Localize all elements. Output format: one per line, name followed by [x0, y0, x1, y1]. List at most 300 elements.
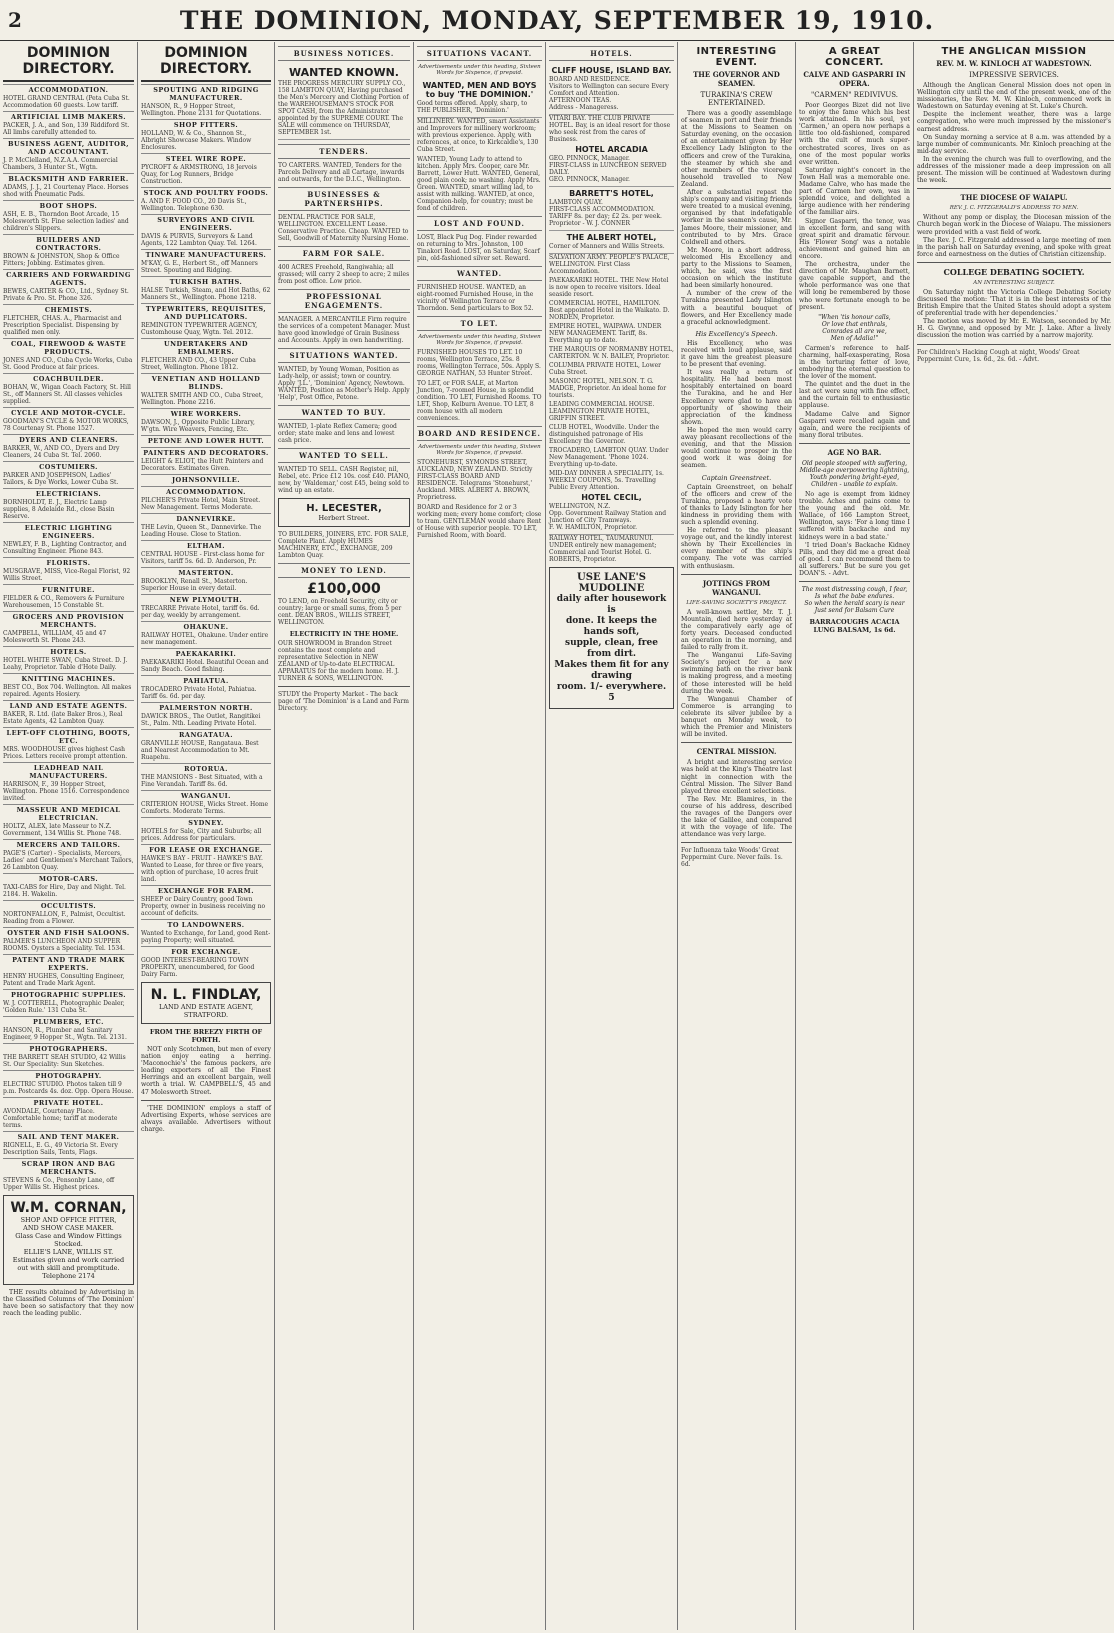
directory-category: TYPEWRITERS, REQUISITES, AND DUPLICATORS. [141, 303, 271, 321]
section-heading: HOTELS. [549, 46, 674, 61]
directory-category: PLUMBERS, ETC. [3, 1016, 134, 1026]
divider [917, 344, 1111, 345]
directory-category: SURVEYORS AND CIVIL ENGINEERS. [141, 214, 271, 232]
directory-entry: SHEEP or Dairy Country, good Town Property, owner in business receiving no account of deficits. [141, 896, 266, 917]
balsam-poem [799, 586, 910, 614]
wanted-text: FURNISHED HOUSE. WANTED, an eight-roomed Furnished House, in the vicinity of Wellington Terrace or Thorndon. Send particulars to Box 52. [417, 284, 534, 312]
directory-category: BUILDERS AND CONTRACTORS. [3, 234, 134, 252]
directory-category: BUSINESS AGENT, AUDITOR, AND ACCOUNTANT. [3, 138, 134, 156]
article-paragraph: There was a goodly assemblage of seamen in port and their friends at the Missions to Seamen on Saturday evening, on the occasion of an entertainment given by Her Excellency Lady Islington to the officers and crew of the Turakina, the steamer by which she and other members of the viceregal household travelled to New Zealand. [681, 110, 792, 188]
directory-entry: RIGNELL, E. G., 49 Victoria St. Every Description Sails, Tents, Flags. [3, 1142, 118, 1156]
masonic-text: MASONIC HOTEL, NELSON. T. G. MADGE, Proprietor. An ideal home for tourists. [549, 378, 667, 399]
article-paragraph: No age is exempt from kidney trouble. Aches and pains come to the young and the old. Mr. Wallace, of 166 Lampton Street, Wellington, says: 'For a long time I suffered with backache and my kidneys were in a bad state.' [799, 490, 910, 541]
directory-category: ROTORUA. [141, 763, 271, 773]
directory-entry: PAGE'S (Carter) - Specialists, Mercers, Ladies' and Gentlemen's Merchant Tailors, 26 Lambton Quay. [3, 850, 134, 871]
directory-entry: BARKER, W., AND CO., Dyers and Dry Cleaners, 24 Cuba St. Tel. 2060. [3, 445, 120, 459]
cecil-ad [549, 491, 674, 535]
article-headline: THE DIOCESE OF WAIAPU. [960, 193, 1068, 203]
directory-category: COACHBUILDER. [3, 373, 134, 383]
ad-text: Good terms offered. Apply, sharp, to THE PUBLISHER, 'Dominion.' [417, 100, 528, 114]
directory-list [141, 84, 271, 978]
directory-entry: MUSGRAVE, MISS, Vice-Regal Florist, 92 Willis Street. [3, 568, 131, 582]
article-headline: JOTTINGS FROM WANGANUI. [702, 578, 771, 597]
article-paragraph: 'I tried Doan's Backache Kidney Pills, and they did me a great deal of good. I can recommend them to all sufferers.' But be sure you get DOAN'S. - Advt. [799, 541, 910, 577]
column-business [275, 42, 414, 1630]
directory-entry: HOLTZ, ALEX, late Masseur to N.Z. Government, 134 Willis St. Phone 748. [3, 823, 122, 837]
sell-text: WANTED TO SELL. CASH Register, nil, Rebel, etc. Price £12 10s. cost £40. PIANO, new, by 'Waldemar,' cost £45, being sold to wind up an estate. [278, 466, 410, 494]
directory-category: SCRAP IRON AND BAG MERCHANTS. [3, 1158, 134, 1176]
directory-category: PHOTOGRAPHERS. [3, 1043, 134, 1053]
vitari-text: VITARI BAY. THE CLUB PRIVATE HOTEL. Bay, is an ideal resort for those who seek rest from the cares of Business. [549, 115, 671, 143]
article-paragraph: Captain Greenstreet, on behalf of the officers and crew of the Turakina, proposed a hearty vote of thanks to Lady Islington for her kindness in providing them with such a splendid evening. [681, 483, 792, 526]
ad-title: WANTED, MEN AND BOYS to buy 'THE DOMINION.' [422, 81, 537, 99]
divider [681, 842, 792, 843]
directory-entry: BEST CO., Box 704. Wellington. All makes repaired. Agents Hosiery. [3, 684, 132, 698]
directory-category: DANNEVIRKE. [141, 513, 271, 523]
directory-category: ACCOMMODATION. [141, 486, 271, 496]
lecester-ad [278, 498, 410, 527]
directory-category: STEEL WIRE ROPE. [141, 153, 271, 163]
directory-category: BOOT SHOPS. [3, 200, 134, 210]
ad-line: FIRST-CLASS ACCOMMODATION. [549, 206, 655, 213]
directory-category: SPOUTING AND RIDGING MANUFACTURER. [141, 84, 271, 102]
article-paragraph: The Wanganui Life-Saving Society's project for a new swimming bath on the river bank is making progress, and a meeting of those interested will be held during the week. [681, 652, 792, 695]
divider [917, 188, 1111, 189]
directory-entry: GOODMAN'S CYCLE & MOTOR WORKS, 78 Courtenay St. Phone 1527. [3, 418, 129, 432]
directory-entry: ASH, E. B., Thorndon Boot Arcade, 15 Molesworth St. Fine selection ladies' and children's Slippers. [3, 211, 129, 232]
directory-category: RANGATAUA. [141, 729, 271, 739]
article-paragraph: Without any pomp or display, the Diocesan mission of the Church began work in the Diocese of Waiapu. The missioners were provided with a vast field of work. [917, 214, 1111, 236]
column-hotels [546, 42, 678, 1630]
board-text: BOARD and Residence for 2 or 3 working men; every home comfort; close to tram. GENTLEMAN would share Rent of House with superior people. TO LET, Furnished Room, with board. [417, 504, 542, 539]
cornan-ad [3, 1195, 134, 1285]
columbia-text: COLUMBIA PRIVATE HOTEL, Lower Cuba Street. [549, 362, 662, 376]
directory-entry: GOOD INTEREST-BEARING TOWN PROPERTY, unencumbered, for Good Dairy Farm. [141, 957, 255, 978]
business-text: DENTAL PRACTICE FOR SALE, WELLINGTON. EXCELLENT Lease. Conservative Practice. Cheap. WANTED to Sell, Goodwill of Maternity Nursing Home. [278, 214, 409, 242]
ad-line: F. W. HAMILTON, Proprietor. [549, 524, 637, 531]
dominion-boys-ad [417, 79, 542, 118]
divider [799, 443, 910, 444]
directory-category: WIRE WORKERS. [141, 408, 271, 418]
divider [278, 686, 410, 687]
directory-entry: NORTONFALLON, F., Palmist, Occultist. Reading from a Flower. [3, 911, 126, 925]
directory-entry: LEIGHT & ELIOT, the Hutt Painters and Decorators. Estimates Given. [141, 458, 264, 472]
article-paragraph: Despite the inclement weather, there was a large congregation, who were much impressed by the missioner's earnest address. [917, 111, 1111, 133]
ad-line: WELLINGTON, N.Z. [549, 503, 611, 510]
masthead [0, 0, 1114, 41]
directory-category: ARTIFICIAL LIMB MAKERS. [3, 111, 134, 121]
column-anglican-mission [914, 42, 1114, 1630]
ad-title: THE ALBERT HOTEL, [566, 233, 657, 242]
article-headline: COLLEGE DEBATING SOCIETY. [943, 266, 1085, 277]
directory-entry: W. J. COTTERELL, Photographic Dealer, 'Golden Rule.' 131 Cuba St. [3, 1000, 125, 1014]
mudoline-ad [549, 567, 674, 709]
section-subheading: Advertisements under this heading, Sixteen Words for Sixpence, if prepaid. [418, 64, 541, 76]
directory-category: PETONE AND LOWER HUTT. [141, 435, 271, 445]
directory-category: PAEKAKARIKI. [141, 648, 271, 658]
divider [141, 1100, 271, 1101]
article-subheadline: IMPRESSIVE SERVICES. [969, 71, 1059, 79]
directory-entry: HAWKE'S BAY - FRUIT - HAWKE'S BAY. Wanted to Lease, for three or five years, with option of purchase, 10 acres fruit land. [141, 855, 264, 883]
poem-line: Youth pondering bright-eyed, [809, 473, 900, 481]
directory-category: PATENT AND TRADE MARK EXPERTS. [3, 954, 134, 972]
directory-category: LEFT-OFF CLOTHING, BOOTS, ETC. [3, 727, 134, 745]
article-subheadline: TURAKINA'S CREW ENTERTAINED. [700, 91, 773, 107]
firth-text: NOT only Scotchmen, but men of every nation enjoy eating a herring. 'Maconochie's' the famous packers, are leading exporters of all the Finest Herrings and an excellent bargain, well worth a trial. W. CAMPBELL'S, 45 and 47 Molesworth Street. [141, 1046, 271, 1096]
section-heading: WANTED TO BUY. [278, 405, 410, 420]
directory-entry: FLETCHER AND CO., 43 Upper Cuba Street, Wellington. Phone 1812. [141, 357, 256, 371]
directory-category: PHOTOGRAPHIC SUPPLIES. [3, 989, 134, 999]
directory-entry: BEWES, CARTER & CO., Ltd., Sydney St. Private & Pro. St. Phone 326. [3, 288, 129, 302]
article-subheading: His Excellency's Speech. [695, 329, 778, 338]
column-situations [414, 42, 546, 1630]
professional-text: MANAGER. A MERCANTILE Firm require the services of a competent Manager. Must have good knowledge of Grain Business and Accounts. Apply in own handwriting. [278, 316, 410, 344]
directory-entry: REMINGTON TYPEWRITER AGENCY, Customhouse Quay, Wgtn. Tel. 2012. [141, 322, 258, 336]
article-paragraph: Although the Anglican General Mission does not open in Wellington city until the end of the present week, one of the missionaries, the Rev. M. W. Kinloch, commenced work in Wadestown on Saturday evening at St. Luke's Church. [917, 82, 1111, 111]
article-paragraph: The Wanganui Chamber of Commerce is arranging to celebrate its silver jubilee by a banquet on Monday week, to which the Premier and Ministers will be invited. [681, 695, 792, 739]
ad-line: Corner of Manners and Willis Streets. [549, 243, 665, 250]
directory-category: FURNITURE. [3, 584, 134, 594]
directory-entry: HOTEL WHITE SWAN, Cuba Street. D. J. Leahy, Proprietor. Table d'Hote Daily. [3, 657, 128, 671]
electricity-text: OUR SHOWROOM in Brandon Street contains the most complete and representative Selection in NEW ZEALAND of Up-to-date ELECTRICAL APPARATUS for the modern home. H. J. TURNER & SONS, WELLINGTON. [278, 640, 399, 682]
section-heading: SITUATIONS VACANT. [417, 46, 542, 61]
marquis-text: THE MARQUIS OF NORMANBY HOTEL, CARTERTON. W. N. BAILEY, Proprietor. [549, 346, 674, 360]
article-headline: AGE NO BAR. [827, 447, 882, 457]
mudoline-line: done. It keeps the hands soft, [566, 616, 657, 637]
directory-category: BLACKSMITH AND FARRIER. [3, 173, 134, 183]
section-heading: LOST AND FOUND. [417, 216, 542, 231]
empire-text: EMPIRE HOTEL, WAIPAWA. UNDER NEW MANAGEMENT. Tariff, 8s. Everything up to date. [549, 323, 662, 344]
article-paragraph: Saturday night's concert in the Town Hall was a memorable one. Madame Calve, who has made the part of Carmen her own, was in splendid voice, and delighted a large audience with her rendering of the familiar airs. [799, 166, 910, 217]
directory-category: MASSEUR AND MEDICAL ELECTRICIAN. [3, 804, 134, 822]
ad-line: Address - Manageress. [549, 104, 619, 111]
albert-ad [549, 231, 674, 254]
article-paragraph: On Saturday night the Victoria College Debating Society discussed the motion: 'That it is in the best interests of the British Empire that the United States should adopt a system of preferential trade with her dependencies.' [917, 288, 1111, 318]
directory-category: VENETIAN AND HOLLAND BLINDS. [141, 373, 271, 391]
directory-entry: THE BARRETT SEAH STUDIO, 42 Willis St. Our Speciality: Sun Sketches. [3, 1054, 126, 1068]
directory-entry: PARKER AND JOSEPHSON, Ladies' Tailors, & Dye Works, Lower Cuba St. [3, 472, 119, 486]
builders-text: TO BUILDERS, JOINERS, ETC. FOR SALE, Complete Plant. Apply HUMES MACHINERY, ETC., EXCHANGE, 209 Lambton Quay. [278, 531, 409, 559]
section-heading: WANTED TO SELL. [278, 448, 410, 463]
leading-text: LEADING COMMERCIAL HOUSE. LEAMINGTON PRIVATE HOTEL, GRIFFIN STREET. [549, 401, 655, 422]
column-directory-1 [0, 42, 138, 1630]
electricity-heading: ELECTRICITY IN THE HOME. [289, 630, 399, 638]
directory-category: JOHNSONVILLE. [141, 474, 271, 484]
article-paragraph: Signor Gasparri, the tenor, was in excellent form, and sang with great spirit and dramatic fervour. His 'Flower Song' was a notable achievement and gained him an encore. [799, 217, 910, 260]
directory-category: ELECTRICIANS. [3, 488, 134, 498]
ad-line: Opp. Government Railway Station and Junction of City Tramways. [549, 510, 667, 524]
directory-entry: TAXI-CABS for Hire, Day and Night. Tel. 2184. H. Wakelin. [3, 884, 126, 898]
directory-category: EXCHANGE FOR FARM. [141, 885, 271, 895]
directory-list [3, 84, 134, 1191]
article-subheadline: LIFE-SAVING SOCIETY'S PROJECT. [686, 599, 787, 606]
poem-line: Middle-age overpowering lightning, [799, 466, 910, 474]
cure-advert: For Influenza take Woods' Great Peppermint Cure. Never fails. 1s. 6d. [681, 847, 783, 869]
tenders-text: TO CARTERS. WANTED, Tenders for the Parcels Delivery and all Cartage, inwards and outwards, for the D.I.C., Wellington. [278, 162, 405, 183]
directory-entry: JONES AND CO., Cuba Cycle Works, Cuba St. Good Produce at fair prices. [3, 357, 133, 371]
directory-entry: DAWSON, J., Opposite Public Library, W'gtn. Wire Weavers, Fencing, Etc. [141, 419, 255, 433]
article-paragraph: In the evening the church was full to overflowing, and the addresses of the missioner made a deep impression on all present. The mission will be continued at Wadestown during the week. [917, 155, 1111, 185]
directory-category: STOCK AND POULTRY FOODS. [141, 187, 271, 197]
directory-category: KNITTING MACHINES. [3, 673, 134, 683]
directory-category: LEADHEAD NAIL MANUFACTURERS. [3, 762, 134, 780]
directory-entry: FIELDER & CO., Removers & Furniture Warehousemen, 15 Constable St. [3, 595, 125, 609]
lost-text: LOST, Black Pug Dog. Finder rewarded on returning to Mrs. Johnston, 100 Tinakori Road. LOST, on Saturday, Scarf pin, old-fashioned silver set. Reward. [417, 234, 540, 262]
article-paragraph: His Excellency, who was received with loud applause, said it gave him the greatest pleasure to be present that evening. [681, 339, 792, 369]
section-heading: WANTED. [417, 266, 542, 281]
directory-entry: BORNHOLDT, E. J., Electric Lamp supplies, 8 Adelaide Rd., close Basin Reserve. [3, 499, 115, 520]
page-number: 2 [8, 8, 22, 32]
wanted-known-ad [278, 64, 410, 140]
mudoline-title: USE LANE'S MUDOLINE [577, 572, 646, 594]
directory-entry: J. P. McClelland, N.Z.A.A. Commercial Chambers, 3 Hunter St., Wgtn. [3, 157, 118, 171]
column-interesting-event [678, 42, 796, 1630]
article-paragraph: After a substantial repast the ship's company and visiting friends were treated to a musical evening, organised by that indefatigable worker in the seamen's cause, Mr. James Moore, their missioner, and contributed to by Mrs. Grace Coldwell and others. [681, 189, 792, 246]
directory-category: CHEMISTS. [3, 304, 134, 314]
divider [681, 742, 792, 743]
section-heading: BUSINESS NOTICES. [278, 46, 410, 61]
directory-entry: THE Levin, Queen St., Dannevirke. The Leading House. Close to Station. [141, 524, 262, 538]
ad-text: THE PROGRESS MERCURY SUPPLY CO., 158 LAMBTON QUAY, Having purchased the Men's Mercery and Clothing Portion of the WAREHOUSEMAN'S STOCK FOR SPOT CASH, from the Administrator appointed by the SUPREME COURT. The SALE will commence on THURSDAY, SEPTEMBER 1st. [278, 80, 409, 136]
directory-entry: HOTEL GRAND CENTRAL (Peta Cuba St. Accommodation 60 guests. Low tariff. [3, 95, 130, 109]
directory-entry: WALTER SMITH AND CO., Cuba Street, Wellington. Phone 2216. [141, 392, 264, 406]
article-paragraph: The orchestra, under the direction of Mr. Maughan Barnett, gave capable support, and the whole performance was one that will long be remembered by those who were fortunate enough to be present. [799, 261, 910, 311]
directory-entry: Wanted to Exchange, for Land, good Rent-paying Property; well situated. [141, 930, 271, 944]
directory-entry: CENTRAL HOUSE - First-class home for Visitors, tariff 5s. 6d. D. Anderson, Pr. [141, 551, 265, 565]
poem-line: Children - unable to explain. [811, 480, 898, 488]
article-paragraph: Carmen's reference to half-charming, half-exasperating, Rosa in the torturing fetter of love, embodying the eternal question to the lover of the moment. [799, 344, 910, 381]
balsam-advert: BARRACOUGHS ACACIA LUNG BALSAM, 1s 6d. [809, 618, 900, 635]
advertising-note: THE results obtained by Advertising in the Classified Columns of 'The Dominion' have been so satisfactory that they now reach the leading public. [3, 1289, 134, 1318]
poem-line: Old people stooped with suffering, [801, 459, 908, 467]
mudoline-line: Makes them fit for any drawing [554, 660, 669, 681]
directory-category: COAL, FIREWOOD & WASTE PRODUCTS. [3, 338, 134, 356]
article-headline: A GREAT CONCERT. [825, 46, 884, 68]
cornan-line: SHOP AND OFFICE FITTER, [20, 1216, 117, 1224]
directory-entry: HENRY HUGHES, Consulting Engineer, Patent and Trade Mark Agent. [3, 973, 125, 987]
article-subheadline: "CARMEN" REDIVIVUS. [810, 91, 899, 99]
poem [799, 314, 910, 342]
directory-category: DYERS AND CLEANERS. [3, 434, 134, 444]
directory-entry: BAKER, R. Ltd. (late Baker Bros.), Real Estate Agents, 42 Lambton Quay. [3, 711, 123, 725]
section-subheading: Advertisements under this heading, Sixteen Words for Sixpence, if prepaid. [418, 444, 541, 456]
directory-category: CARRIERS AND FORWARDING AGENTS. [3, 269, 134, 287]
millinery-text: MILLINERY. WANTED, smart Assistants and Improvers for millinery workroom; with previous experience. Apply, with references, at once, to Kirkcaldie's, 130 Cuba Street. [417, 118, 540, 153]
cough-advert: For Children's Hacking Cough at night, Woods' Great Peppermint Cure, 1s. 6d., 2s. 6d. - Advt. [917, 348, 1080, 363]
ad-title: WANTED KNOWN. [289, 66, 399, 79]
directory-category: UNDERTAKERS AND EMBALMERS. [141, 338, 271, 356]
directory-category: MOTOR-CARS. [3, 873, 134, 883]
money-text: TO LEND, on Freehold Security, city or country; large or small sums, from 5 per cent. DEAN BROS., WILLIS STREET, WELLINGTON. [278, 598, 402, 626]
poem-line: Is what the babe endures. [814, 593, 895, 601]
poem-line: Just send for Balsam Cure [814, 607, 895, 615]
cliff-house-ad [549, 64, 674, 115]
directory-entry: MRS. WOODHOUSE gives highest Cash Prices. Letters receive prompt attention. [3, 746, 128, 760]
age-lines [799, 460, 910, 488]
divider [681, 574, 792, 575]
directory-category: TINWARE MANUFACTURERS. [141, 249, 271, 259]
directory-entry: CRITERION HOUSE, Wicks Street. Home Comforts. Moderate Terms. [141, 801, 269, 815]
directory-category: GROCERS AND PROVISION MERCHANTS. [3, 611, 134, 629]
directory-heading: DOMINION DIRECTORY. [3, 42, 134, 82]
ad-line: LAMBTON QUAY. [549, 199, 603, 206]
directory-entry: PALMER'S LUNCHEON AND SUPPER ROOMS. Oysters a Speciality. Tel. 1534. [3, 938, 125, 952]
directory-category: WANGANUI. [141, 790, 271, 800]
article-subheadline: AN INTERESTING SUBJECT. [973, 279, 1055, 286]
directory-category: FLORISTS. [3, 557, 134, 567]
directory-entry: THE MANSIONS - Best Situated, with a Fine Verandah. Tariff 8s. 6d. [141, 774, 263, 788]
farm-text: 400 ACRES Freehold, Rangiwahia; all grassed; will carry 2 sheep to acre; 2 miles from post office. Low price. [278, 264, 410, 285]
poem-line: Or love that enthrals, [821, 320, 888, 328]
section-heading: BOARD AND RESIDENCE. [417, 426, 542, 441]
article-paragraph: The Rev. Mr. Blamires, in the course of his address, described the ravages of the Dangers over the lake of Galilee, and compared it with the voyage of life. The attendance was very large. [681, 795, 792, 839]
article-subheadline: THE GOVERNOR AND SEAMEN. [693, 70, 780, 88]
let-text-2: TO LET, or FOR SALE, at Marton Junction, 7-roomed House, in splendid condition. TO LET, Furnished Rooms. TO LET, Shop, Kelburn Avenue. TO LET, 8 room house with all modern conveniences. [417, 380, 542, 422]
article-headline: THE ANGLICAN MISSION [941, 46, 1087, 57]
directory-entry: HALSE Turkish, Steam, and Hot Baths, 62 Manners St., Wellington. Phone 1218. [141, 287, 271, 301]
section-heading: TENDERS. [278, 144, 410, 159]
article-paragraph: He referred to the pleasant voyage out, and the kindly interest shown by Their Excellencies in every member of the ship's company. The vote was carried with enthusiasm. [681, 527, 792, 570]
directory-entry: PYCROFT & ARMSTRONG, 18 Jervois Quay, for Log Runners, Bridge Construction. [141, 164, 257, 185]
newspaper-title: THE DOMINION, MONDAY, SEPTEMBER 19, 1910. [179, 6, 935, 35]
directory-category: NEW PLYMOUTH. [141, 594, 271, 604]
directory-entry: HARRISON, F., 39 Hopper Street, Wellington. Phone 1516. Correspondence invited. [3, 781, 130, 802]
wanted-ads-text: WANTED, Young Lady to attend to kitchen. Apply Mrs. Cooper, care Mr. Barrett, Lower Hutt. WANTED, General, good plain cook; no washing. Apply Mrs. Green. WANTED, smart willing lad, to assist with milking. WANTED, at once, Companion-help, for country; must be fond of children. [417, 156, 541, 212]
article-paragraph: Poor Georges Bizet did not live to enjoy the fame which his best work attained. In his soul, yet 'Carmen,' an opera now perhaps a little too old-fashioned, compared with the cult of much super-orchestrated scores, lives on as one of the most popular works ever written. [799, 102, 910, 166]
directory-category: MERCERS AND TAILORS. [3, 839, 134, 849]
ad-title: BARRETT'S HOTEL, [569, 189, 654, 198]
directory-category: LAND AND ESTATE AGENTS. [3, 700, 134, 710]
directory-entry: ELECTRIC STUDIO. Photos taken till 9 p.m. Postcards 4s. doz. Opp. Opera House. [3, 1081, 134, 1095]
ad-line: BOARD AND RESIDENCE. [549, 76, 632, 83]
article-paragraph: A number of the crew of the Turakina presented Lady Islington with a beautiful bouquet of flowers, and Her Excellency made a graceful acknowledgment. [681, 290, 792, 326]
directory-category: PRIVATE HOTEL. [3, 1097, 134, 1107]
article-paragraph: It was really a return of hospitality. He had been most hospitably entertained on board the Turakina, and he and Her Excellency were glad to have an opportunity of showing their appreciation of the kindness shown. [681, 369, 792, 426]
directory-entry: HOTELS for Sale, City and Suburbs; all prices. Address for particulars. [141, 828, 262, 842]
ad-title: HOTEL CECIL, [581, 493, 642, 502]
dinner-text: MID-DAY DINNER A SPECIALITY, 1s. WEEKLY COUPONS, 5s. Travelling Public Every Attention. [549, 470, 664, 491]
lecester-line: Herbert Street. [318, 514, 370, 522]
directory-entry: GRANVILLE HOUSE, Rangataua. Best and Nearest Accommodation to Mt. Ruapehu. [141, 740, 259, 761]
column-great-concert [796, 42, 914, 1630]
findlay-ad [141, 982, 271, 1024]
directory-category: FOR EXCHANGE. [141, 946, 271, 956]
divider [799, 581, 910, 582]
property-note: STUDY the Property Market - The back page of 'The Dominion' is a Land and Farm Directory. [278, 691, 409, 712]
directory-category: OYSTER AND FISH SALOONS. [3, 927, 134, 937]
cornan-line: Glass Case and Window Fittings Stocked. [15, 1232, 122, 1248]
article-subheading: Captain Greenstreet. [701, 473, 772, 482]
article-paragraph: A bright and interesting service was held at the King's Theatre last night in connection with the Central Mission. The Silver Band played three excellent selections. [681, 759, 792, 795]
article-paragraph: Mr. Moore, in a short address, welcomed His Excellency and party to the Missions to Seamen, which, he said, was the first occasion on which the institute had been similarly honoured. [681, 246, 792, 290]
ad-line: GEO. PINNOCK, Manager. [549, 176, 630, 183]
article-paragraph: The quintet and the duet in the last act were sung with fine effect, and the curtain fell to enthusiastic applause. [799, 381, 910, 410]
divider [917, 262, 1111, 263]
section-heading: FARM FOR SALE. [278, 246, 410, 261]
article-subheadline: CALVE AND GASPARRI IN OPERA. [803, 70, 906, 88]
directory-category: PAHIATUA. [141, 675, 271, 685]
directory-entry: TROCADERO Private Hotel, Pahiatua. Tariff 6s. 6d. per day. [141, 686, 257, 700]
club-text: CLUB HOTEL, Woodville. Under the distinguished patronage of His Excellency the Governor. [549, 424, 660, 445]
directory-category: ELTHAM. [141, 540, 271, 550]
section-heading: TO LET. [417, 316, 542, 331]
advertising-note: 'THE DOMINION' employs a staff of Advertising Experts, whose services are always available. Advertisers without charge. [141, 1104, 271, 1133]
article-paragraph: He hoped the men would carry away pleasant recollections of the evening, and that the Mission would continue to prosper in the good work it was doing for seamen. [681, 426, 792, 470]
directory-entry: CAMPBELL, WILLIAM, 45 and 47 Molesworth St. Phone 243. [3, 630, 107, 644]
cornan-line: AND SHOW CASE MAKER. [23, 1224, 114, 1232]
article-paragraph: The motion was moved by Mr. E. Watson, seconded by Mr. H. G. Gwynne, and opposed by Mr. J. Lake. After a lively discussion the motion was carried by a narrow majority. [917, 318, 1111, 340]
directory-category: FOR LEASE OR EXCHANGE. [141, 844, 271, 854]
mudoline-line: supple, clean, free from dirt. [565, 638, 658, 659]
directory-category: SYDNEY. [141, 817, 271, 827]
directory-entry: ADAMS, J. J., 21 Courtenay Place. Horses shod with Pneumatic Pads. [3, 184, 129, 198]
directory-entry: TRECARRE Private Hotel, tariff 6s. 6d. per day, weekly by arrangement. [141, 605, 260, 619]
directory-category: MASTERTON. [141, 567, 271, 577]
situations-text: WANTED, by Young Woman, Position as Lady-help, or assist; town or country. Apply 'J.L.', 'Dominion' Agency, Newtown. WANTED, Position as Mother's Help. Apply 'Help', Post Office, Petone. [278, 366, 410, 401]
cornan-line: Telephone 2174 [42, 1272, 95, 1280]
ad-line: AFTERNOON TEAS. [549, 97, 612, 104]
directory-entry: HANSON, R., 9 Hopper Street, Wellington. Phone 2131 for Quotations. [141, 103, 262, 117]
directory-category: OCCULTISTS. [3, 900, 134, 910]
directory-category: SAIL AND TENT MAKER. [3, 1131, 134, 1141]
buy-text: WANTED, 1-plate Reflex Camera; good order; state make and lens and lowest cash price. [278, 423, 397, 444]
findlay-title: N. L. FINDLAY, [150, 987, 262, 1003]
directory-entry: DAWICK BROS., The Outlet, Rangitikei St., Palm. Nth. Leading Private Hotel. [141, 713, 261, 727]
directory-entry: A. AND F. FOOD CO., 20 Davis St., Wellington. Telephone 630. [141, 198, 247, 212]
directory-entry: FLETCHER, CHAS. A., Pharmacist and Prescription Specialist. Dispensing by qualified men only. [3, 315, 122, 336]
ad-line: FIRST-CLASS in LUNCHEON SERVED DAILY. [549, 162, 667, 176]
poem-line: Men of Adalia!" [830, 334, 879, 342]
poem-line: So when the herald scary is near [804, 600, 905, 608]
directory-category: OHAKUNE. [141, 621, 271, 631]
findlay-line: STRATFORD. [183, 1011, 229, 1019]
directory-entry: HOLLAND, W. & Co., Shannon St., Albright Showcase Makers. Window Enclosures. [141, 130, 252, 151]
ad-title: CLIFF HOUSE, ISLAND BAY. [551, 66, 672, 75]
findlay-line: LAND AND ESTATE AGENT, [158, 1003, 254, 1011]
ad-line: TARIFF 8s. per day; £2 2s. per week. [549, 213, 662, 220]
cornan-line: ELLIE'S LANE, WILLIS ST. [23, 1248, 114, 1256]
section-subheading: Advertisements under this heading, Sixteen Words for Sixpence, if prepaid. [418, 334, 541, 346]
directory-entry: PILCHER'S Private Hotel, Main Street. New Management. Terms Moderate. [141, 497, 261, 511]
article-headline: CENTRAL MISSION. [696, 747, 777, 757]
ad-line: GEO. PINNOCK, Manager. [549, 155, 630, 162]
section-heading: SITUATIONS WANTED. [278, 348, 410, 363]
lecester-title: H. LECESTER, [306, 503, 382, 514]
directory-entry: PAEKAKARIKI Hotel. Beautiful Ocean and Sandy Beach. Good fishing. [141, 659, 269, 673]
directory-entry: HANSON, R., Plumber and Sanitary Engineer, 9 Hopper St., Wgtn. Tel. 2131. [3, 1027, 127, 1041]
cornan-title: W.M. CORNAN, [10, 1200, 127, 1216]
directory-entry: STEVENS & Co., Pensonby Lane, off Upper Willis St. Highest prices. [3, 1177, 115, 1191]
directory-category: CYCLE AND MOTOR-CYCLE. [3, 407, 134, 417]
paekakariki-text: PAEKAKARIKI HOTEL. THE New Hotel is now open to receive visitors. Ideal seaside resort. [549, 277, 669, 298]
directory-category: PALMERSTON NORTH. [141, 702, 271, 712]
directory-entry: AVONDALE, Courtenay Place. Comfortable home; tariff at moderate terms. [3, 1108, 118, 1129]
article-headline: INTERESTING EVENT. [696, 46, 777, 68]
directory-heading: DOMINION DIRECTORY. [141, 42, 271, 82]
directory-entry: M'KAY, G. E., Herbert St., off Manners Street. Spouting and Ridging. [141, 260, 258, 274]
directory-entry: BROWN & JOHNSTON, Shop & Office Fitters; Jobbing. Estimates given. [3, 253, 120, 267]
mudoline-line: daily after housework is [556, 594, 667, 615]
directory-category: PAINTERS AND DECORATORS. [141, 447, 271, 457]
poem-line: "When 'tis honour calls, [818, 313, 891, 321]
mudoline-line: room. 1/- everywhere. 5 [556, 682, 667, 703]
article-subheadline: REV. J. C. FITZGERALD'S ADDRESS TO MEN. [949, 205, 1079, 212]
salvation-text: SALVATION ARMY. PEOPLE'S PALACE, WELLINGTON. First Class Accommodation. [549, 254, 670, 275]
firth-heading: FROM THE BREEZY FIRTH OF FORTH. [149, 1028, 263, 1044]
poem-line: The most distressing cough, I fear, [801, 586, 908, 594]
article-subheadline: REV. M. W. KINLOCH AT WADESTOWN. [936, 59, 1092, 68]
directory-entry: RAILWAY HOTEL, Ohakune. Under entire new management. [141, 632, 269, 646]
